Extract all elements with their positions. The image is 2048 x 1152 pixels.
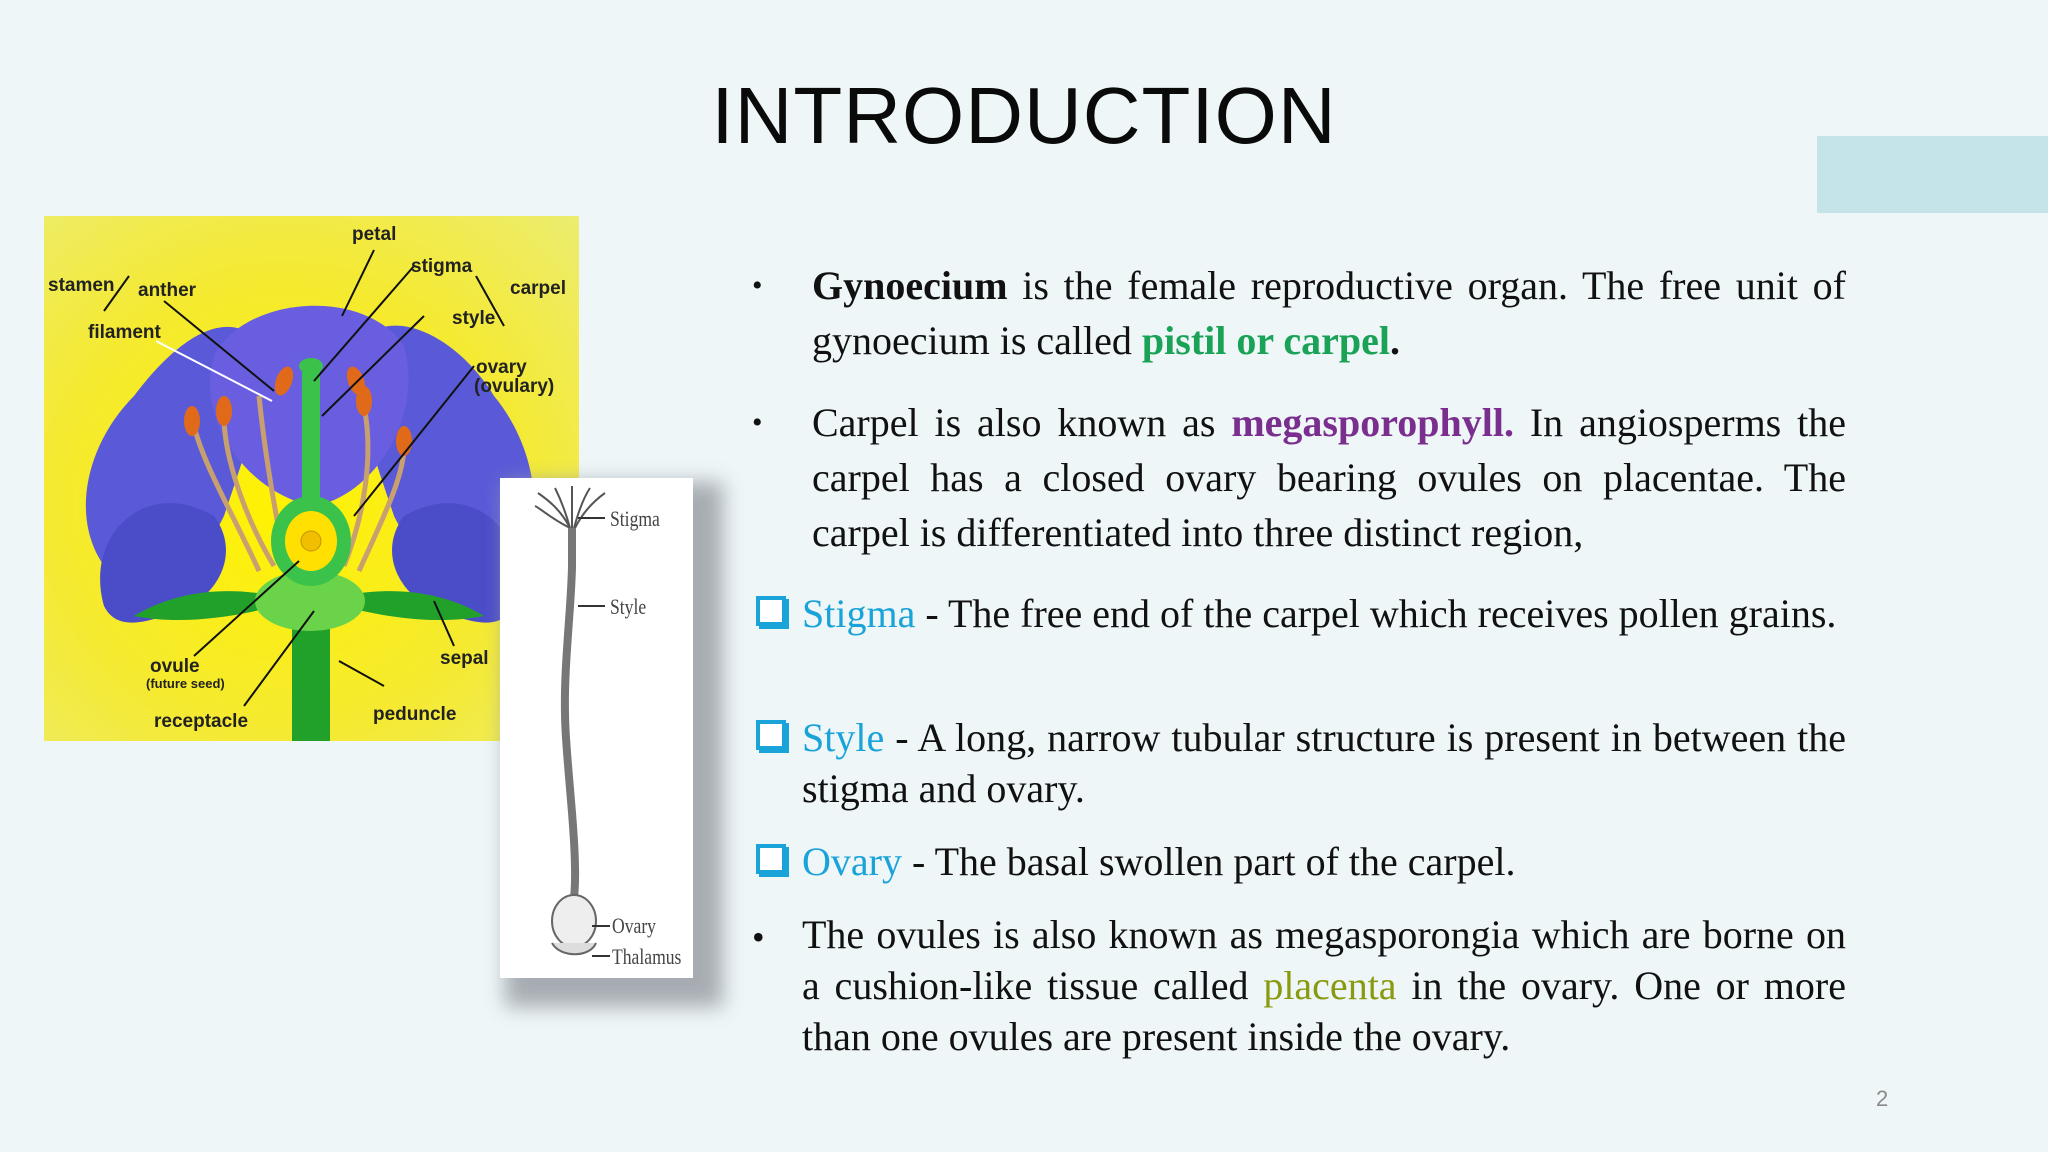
style-shape (302, 366, 320, 516)
item-style: Style - A long, narrow tubular structure is present in between the stigma and ovary. (802, 715, 1846, 811)
label-anther: anther (138, 280, 197, 301)
checkbox-bullet-ovary (756, 844, 786, 874)
label-stamen: stamen (48, 275, 115, 296)
label-future-seed: (future seed) (146, 676, 225, 691)
term-stigma: Stigma (802, 591, 916, 636)
label-ovulary: (ovulary) (474, 376, 555, 397)
paragraph-ovules: The ovules is also known as megasporongia which are borne on a cushion-like tissue called placenta in the ovary. One or more than one ovules are present inside the ovary. (802, 912, 1846, 1059)
item-stigma: Stigma - The free end of the carpel which receives pollen grains. (802, 591, 1837, 636)
label-ovule: ovule (150, 656, 200, 677)
label-filament: filament (88, 322, 161, 343)
item-ovary: Ovary - The basal swollen part of the carpel. (802, 839, 1516, 884)
label-carpel-style: Style (610, 594, 647, 619)
page-number: 2 (1876, 1086, 1889, 1111)
slide-title: INTRODUCTION (711, 71, 1337, 160)
label-petal: petal (352, 224, 397, 245)
label-carpel-stigma: Stigma (610, 506, 660, 531)
highlight-megasporophyll: megasporophyll. (1231, 400, 1514, 445)
carpel-illustration (500, 478, 693, 978)
label-stigma: stigma (411, 256, 473, 277)
label-carpel: carpel (510, 278, 566, 299)
label-receptacle: receptacle (154, 711, 249, 732)
label-carpel-thalamus: Thalamus (612, 944, 682, 969)
bullet-dot-3: • (752, 917, 765, 957)
term-gynoecium: Gynoecium (812, 263, 1008, 308)
highlight-pistil: pistil or carpel (1141, 318, 1391, 363)
bullet-dot-2: • (752, 406, 763, 439)
flower-illustration (44, 216, 579, 741)
paragraph-gynoecium: Gynoecium is the female reproductive organ. The free unit of gynoecium is called pistil or carpel. (812, 263, 1846, 363)
term-style: Style (802, 715, 885, 760)
label-carpel-ovary: Ovary (612, 913, 656, 938)
checkbox-bullet-stigma (756, 596, 786, 626)
paragraph-carpel: Carpel is also known as megasporophyll. In angiosperms the carpel has a closed ovary bearing ovules on placentae. The carpel is differentiated into three distinct region, (812, 400, 1846, 555)
label-ovary: ovary (476, 357, 527, 378)
label-peduncle: peduncle (373, 704, 457, 725)
stigma-shape (299, 358, 323, 374)
label-sepal: sepal (440, 648, 489, 669)
bullet-dot-1: • (752, 269, 763, 302)
label-style: style (452, 308, 496, 329)
checkbox-bullet-style (756, 720, 786, 750)
highlight-placenta: placenta (1263, 963, 1397, 1008)
term-ovary: Ovary (802, 839, 902, 884)
carpel-diagram (500, 478, 693, 978)
flower-diagram (44, 216, 579, 741)
